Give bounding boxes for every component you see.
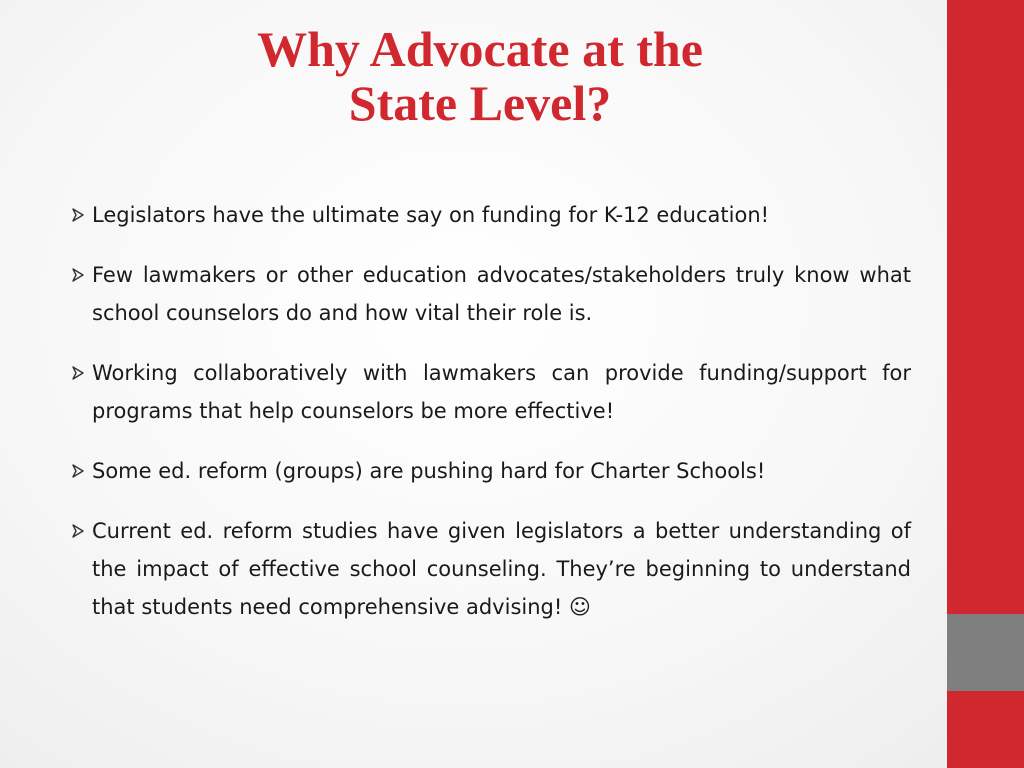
bullet-item <box>70 354 911 430</box>
arrowhead-bullet-icon <box>70 196 90 234</box>
arrowhead-bullet-icon <box>70 512 90 550</box>
bullet-text: Working collaboratively with lawmakers can provide funding/support for programs that help counselors be more effective! <box>92 361 911 423</box>
sidebar-red-band-top <box>947 0 1024 614</box>
arrowhead-bullet-icon <box>70 354 90 392</box>
bullet-list <box>70 196 911 648</box>
bullet-item <box>70 256 911 332</box>
title-line-1: Why Advocate at the <box>257 21 703 77</box>
decorative-sidebar <box>947 0 1024 768</box>
sidebar-gray-band <box>947 614 1024 691</box>
arrowhead-bullet-icon <box>70 256 90 294</box>
bullet-text: Some ed. reform (groups) are pushing hard for Charter Schools! <box>92 459 766 483</box>
slide-title <box>60 22 900 130</box>
bullet-item <box>70 512 911 626</box>
sidebar-red-band-bottom <box>947 691 1024 768</box>
arrowhead-bullet-icon <box>70 452 90 490</box>
bullet-item <box>70 196 911 234</box>
bullet-text: Legislators have the ultimate say on funding for K-12 education! <box>92 203 770 227</box>
bullet-text: Current ed. reform studies have given legislators a better understanding of the impact of effective school counseling. They’re beginning to understand that students need comprehensive advising! ☺ <box>92 519 911 619</box>
title-line-2: State Level? <box>348 75 612 131</box>
bullet-text: Few lawmakers or other education advocates/stakeholders truly know what school counselors do and how vital their role is. <box>92 263 911 325</box>
bullet-item <box>70 452 911 490</box>
